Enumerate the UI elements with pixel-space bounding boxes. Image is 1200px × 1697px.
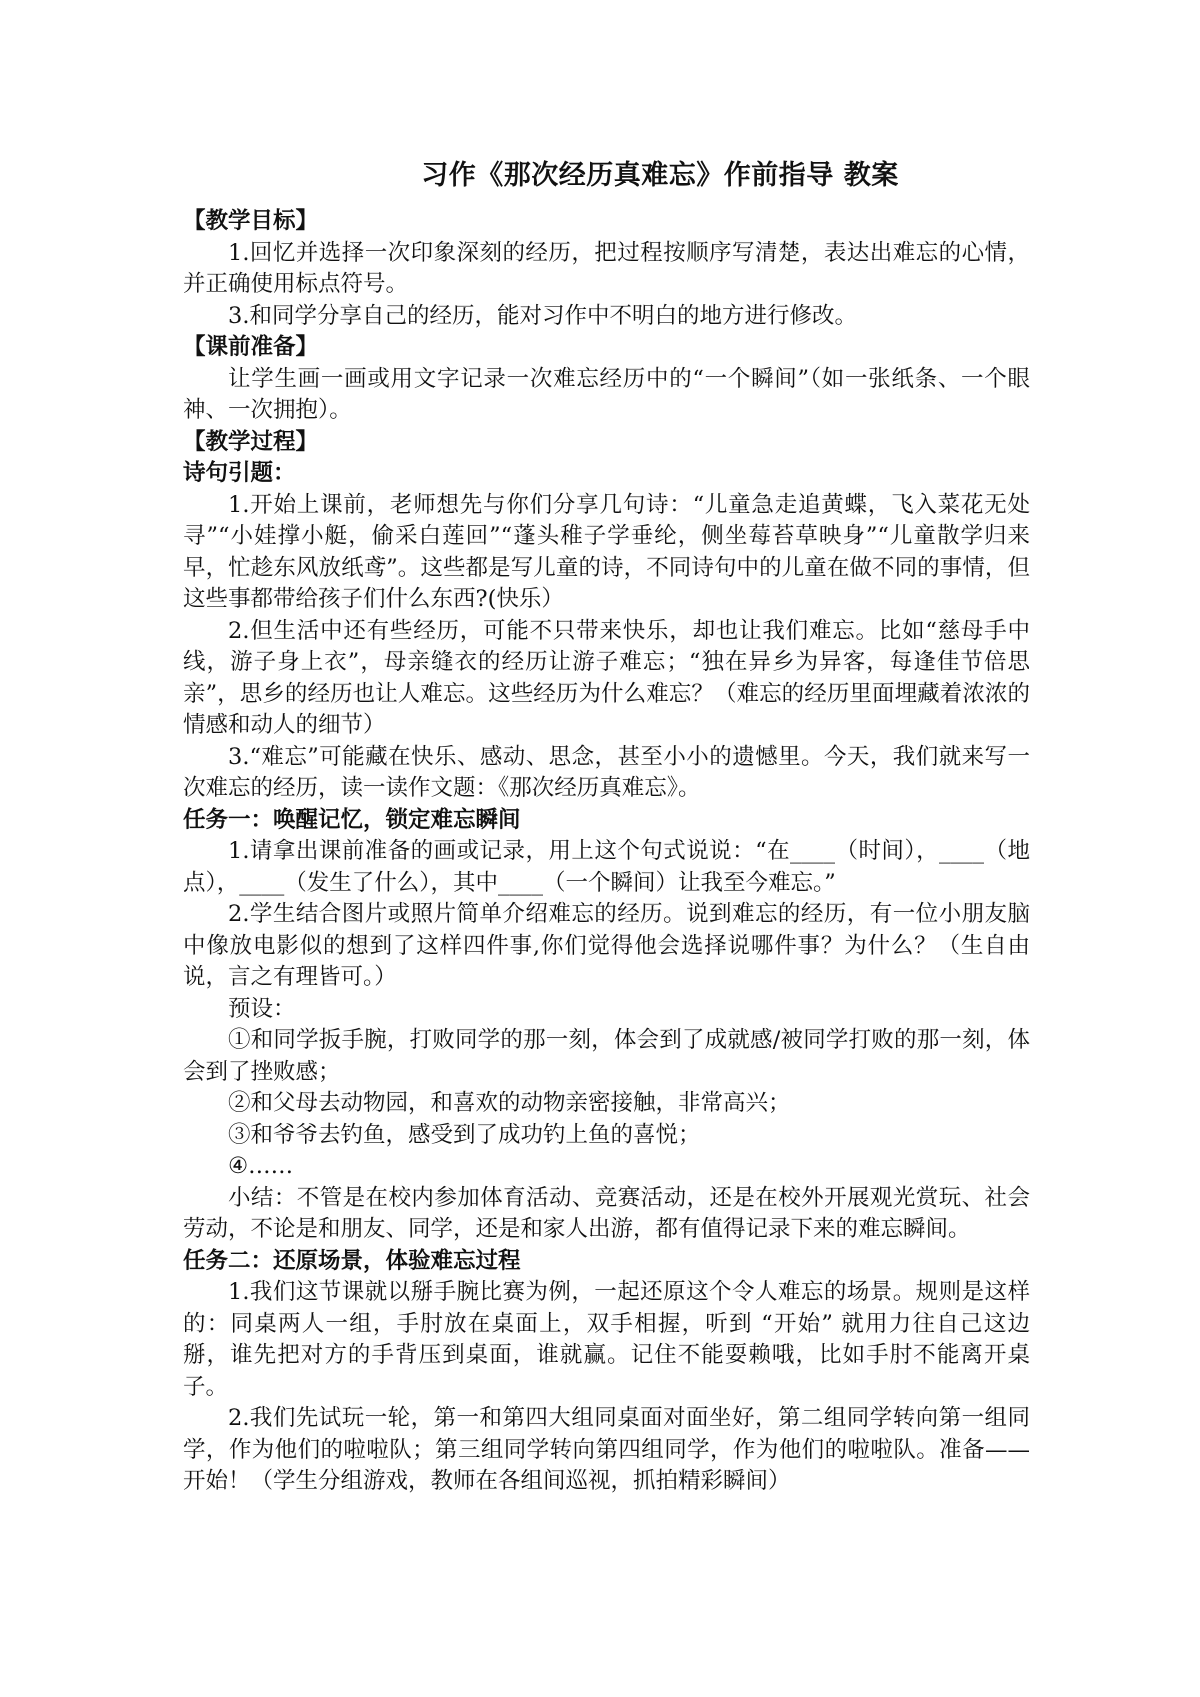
paragraph: 1.我们这节课就以掰手腕比赛为例，一起还原这个令人难忘的场景。规则是这样的：同桌两人一组，手肘放在桌面上，双手相握，听到 “开始” 就用力往自己这边掰，谁先把对方的手背压到桌面，谁就赢。记住不能耍赖哦，比如手肘不能离开桌子。 [183,1279,1030,1400]
section-heading: 任务一：唤醒记忆，锁定难忘瞬间 [183,806,521,833]
paragraph: 1.回忆并选择一次印象深刻的经历，把过程按顺序写清楚，表达出难忘的心情，并正确使用标点符号。 [183,239,1030,297]
document-title: 习作《那次经历真难忘》作前指导 教案 [421,160,899,191]
paragraph: ①和同学扳手腕，打败同学的那一刻，体会到了成就感/被同学打败的那一刻，体会到了挫败感； [183,1027,1030,1085]
paragraph: ③和爷爷去钓鱼，感受到了成功钓上鱼的喜悦； [228,1121,701,1148]
section-heading: 【教学过程】 [183,428,319,455]
section-heading: 诗句引题： [183,460,296,486]
paragraph: ②和父母去动物园，和喜欢的动物亲密接触，非常高兴； [228,1090,791,1116]
paragraph: 3.和同学分享自己的经历，能对习作中不明白的地方进行修改。 [228,302,857,329]
paragraph: 1.开始上课前，老师想先与你们分享几句诗：“儿童急走追黄蝶，飞入菜花无处寻”“小娃撑小艇，偷采白莲回”“蓬头稚子学垂纶，侧坐莓苔草映身”“儿童散学归来早，忙趁东风放纸鸢”。这些都是写儿童的诗，不同诗句中的儿童在做不同的事情，但这些事都带给孩子们什么东西?(快乐） [183,491,1030,612]
paragraph: ④…… [228,1153,294,1179]
section-heading: 【课前准备】 [183,334,319,360]
paragraph: 2.学生结合图片或照片简单介绍难忘的经历。说到难忘的经历，有一位小朋友脑中像放电影似的想到了这样四件事,你们觉得他会选择说哪件事？为什么？（生自由说，言之有理皆可。） [183,901,1030,990]
paragraph: 1.请拿出课前准备的画或记录，用上这个句式说说：“在____（时间），____（地点），____（发生了什么），其中____（一个瞬间）让我至今难忘。” [183,838,1030,896]
paragraph: 3.“难忘”可能藏在快乐、感动、思念，甚至小小的遗憾里。今天，我们就来写一次难忘的经历，读一读作文题：《那次经历真难忘》。 [183,743,1030,801]
paragraph: 2.但生活中还有些经历，可能不只带来快乐，却也让我们难忘。比如“慈母手中线，游子身上衣”，母亲缝衣的经历让游子难忘；“独在异乡为异客，每逢佳节倍思亲”，思乡的经历也让人难忘。这些经历为什么难忘？（难忘的经历里面埋藏着浓浓的情感和动人的细节） [183,617,1030,738]
paragraph: 2.我们先试玩一轮，第一和第四大组同桌面对面坐好，第二组同学转向第一组同学，作为他们的啦啦队；第三组同学转向第四组同学，作为他们的啦啦队。准备——开始！（学生分组游戏，教师在各组间巡视，抓拍精彩瞬间） [183,1405,1030,1494]
document-body [183,206,1030,1498]
paragraph: 预设： [228,995,296,1022]
paragraph: 小结：不管是在校内参加体育活动、竞赛活动，还是在校外开展观光赏玩、社会劳动，不论是和朋友、同学，还是和家人出游，都有值得记录下来的难忘瞬间。 [183,1184,1030,1242]
section-heading: 任务二：还原场景，体验难忘过程 [183,1247,521,1274]
paragraph: 让学生画一画或用文字记录一次难忘经历中的“一个瞬间”（如一张纸条、一个眼神、一次拥抱）。 [183,365,1030,423]
section-heading: 【教学目标】 [183,208,319,234]
